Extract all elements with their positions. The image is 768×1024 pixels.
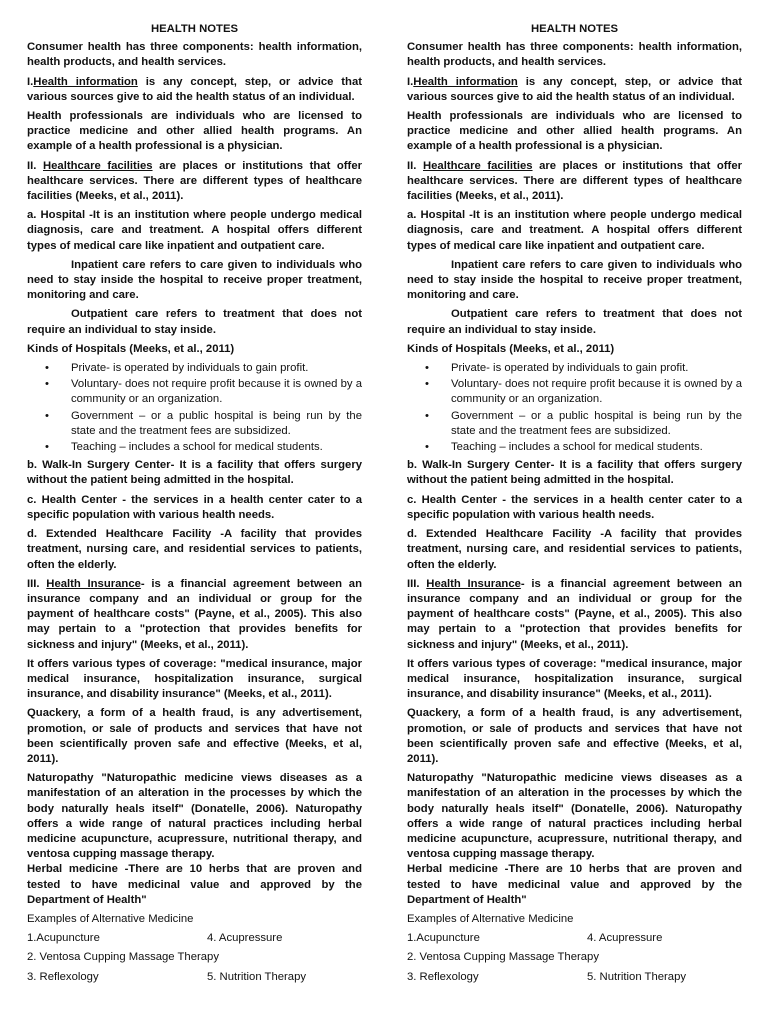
examples-row: [27, 931, 362, 946]
healthcare-facilities-term: Healthcare facilities: [42, 159, 153, 172]
bullet-icon: •: [425, 378, 429, 391]
section-number: III.: [27, 577, 47, 590]
examples-row: [407, 950, 742, 965]
bullet-icon: •: [45, 441, 49, 454]
extended-healthcare-paragraph: d. Extended Healthcare Facility -A facility that provides treatment, nursing care, and residential services to patients, often the elderly.: [27, 528, 362, 571]
hospital-paragraph: a. Hospital -It is an institution where people undergo medical diagnosis, care and treatment. A hospital offers different types of medical care like inpatient and outpatient care.: [27, 209, 362, 252]
quackery-paragraph: Quackery, a form of a health fraud, is any advertisement, promotion, or sale of products and services that have not been scientifically proven safe and effective (Meeks, et al, 2011).: [27, 707, 362, 765]
list-item: • Voluntary- does not require profit because it is owned by a community or an organization.: [45, 378, 362, 406]
example-item: 1.Acupuncture: [407, 932, 480, 945]
section-number: II.: [27, 159, 43, 172]
list-item: • Private- is operated by individuals to gain profit.: [71, 361, 362, 376]
herbal-medicine-paragraph: Herbal medicine -There are 10 herbs that are proven and tested to have medicinal value and approved by the Department of Health": [27, 863, 362, 906]
examples-heading: Examples of Alternative Medicine: [407, 912, 574, 925]
coverage-paragraph: It offers various types of coverage: "medical insurance, major medical insurance, hospitalization insurance, surgical insurance, and disability insurance" (Meeks, et al., 2011).: [407, 657, 742, 701]
list-item: • Teaching – includes a school for medical students.: [71, 440, 362, 455]
health-center-paragraph: c. Health Center - the services in a health center cater to a specific population with various health needs.: [27, 493, 362, 521]
notes-column-right: [407, 22, 742, 989]
kinds-of-hospitals-heading: Kinds of Hospitals (Meeks, et al., 2011): [27, 342, 235, 355]
example-item: 5. Nutrition Therapy: [587, 970, 687, 983]
section-number: I.: [27, 75, 34, 88]
health-information-paragraph: [27, 75, 362, 105]
inpatient-paragraph: Inpatient care refers to care given to individuals who need to stay inside the hospital to receive proper treatment, monitoring and care.: [407, 258, 742, 302]
health-information-paragraph: [407, 75, 742, 105]
hospital-kinds-list: [407, 361, 742, 455]
page-title: HEALTH NOTES: [530, 23, 619, 35]
list-item: • Government – or a public hospital is being run by the state and the treatment fees are subsidized.: [45, 409, 362, 437]
healthcare-facilities-paragraph: [407, 159, 742, 205]
bullet-icon: •: [45, 378, 49, 391]
health-center-paragraph: c. Health Center - the services in a health center cater to a specific population with various health needs.: [407, 493, 742, 521]
health-professionals-paragraph: Health professionals are individuals who are licensed to practice medicine and other allied health programs. An example of a health professional is a physician.: [407, 110, 742, 153]
examples-row: [407, 970, 742, 985]
health-information-definition: is any concept, step, or advice that various sources give to aid the health status of an individual.: [27, 75, 362, 103]
health-insurance-paragraph: [407, 577, 742, 653]
list-item: • Voluntary- does not require profit because it is owned by a community or an organization.: [425, 378, 742, 406]
example-item: 1.Acupuncture: [27, 932, 100, 945]
examples-row: [27, 950, 362, 965]
quackery-paragraph: Quackery, a form of a health fraud, is any advertisement, promotion, or sale of products and services that have not been scientifically proven safe and effective (Meeks, et al, 2011).: [407, 707, 742, 765]
outpatient-paragraph: Outpatient care refers to treatment that does not require an individual to stay inside.: [407, 308, 742, 336]
example-item: 4. Acupressure: [207, 932, 283, 945]
intro-paragraph: Consumer health has three components: health information, health products, and health services.: [27, 41, 362, 69]
section-number: I.: [407, 75, 414, 88]
example-item: 3. Reflexology: [407, 970, 479, 983]
herbal-medicine-paragraph: Herbal medicine -There are 10 herbs that are proven and tested to have medicinal value and approved by the Department of Health": [407, 863, 742, 906]
bullet-icon: •: [45, 362, 49, 375]
coverage-paragraph: It offers various types of coverage: "medical insurance, major medical insurance, hospitalization insurance, surgical insurance, and disability insurance" (Meeks, et al., 2011).: [27, 657, 362, 701]
bullet-icon: •: [425, 409, 429, 422]
health-information-term: Health information: [413, 75, 518, 88]
section-number: III.: [407, 577, 427, 590]
examples-row: [27, 970, 362, 985]
bullet-icon: •: [425, 441, 429, 454]
naturopathy-paragraph: Naturopathy "Naturopathic medicine views diseases as a manifestation of an alteration in the processes by which the body naturally heals itself" (Donatelle, 2006). Naturopathy offers a wide range of natural practices including herbal medicine acupuncture, acupressure, nutritional therapy, and ventosa cupping massage therapy.: [27, 772, 362, 861]
hospital-kinds-list: [27, 361, 362, 455]
example-item: 3. Reflexology: [27, 970, 99, 983]
health-insurance-term: Health Insurance: [426, 577, 521, 590]
notes-column-left: [27, 22, 362, 989]
examples-row: [407, 931, 742, 946]
inpatient-paragraph: Inpatient care refers to care given to individuals who need to stay inside the hospital to receive proper treatment, monitoring and care.: [27, 258, 362, 302]
example-item: 2. Ventosa Cupping Massage Therapy: [407, 951, 599, 964]
health-information-term: Health information: [33, 75, 138, 88]
extended-healthcare-paragraph: d. Extended Healthcare Facility -A facility that provides treatment, nursing care, and residential services to patients, often the elderly.: [407, 528, 742, 571]
example-item: 2. Ventosa Cupping Massage Therapy: [27, 951, 219, 964]
health-insurance-paragraph: [27, 577, 362, 653]
healthcare-facilities-definition: are places or institutions that offer healthcare services. There are different types of healthcare facilities (Meeks, et al., 2011).: [407, 159, 742, 203]
example-item: 4. Acupressure: [587, 932, 663, 945]
naturopathy-paragraph: Naturopathy "Naturopathic medicine views diseases as a manifestation of an alteration in the processes by which the body naturally heals itself" (Donatelle, 2006). Naturopathy offers a wide range of natural practices including herbal medicine acupuncture, acupressure, nutritional therapy, and ventosa cupping massage therapy.: [407, 772, 742, 861]
page-title: HEALTH NOTES: [150, 23, 239, 35]
intro-paragraph: Consumer health has three components: health information, health products, and health services.: [407, 41, 742, 69]
examples-heading: Examples of Alternative Medicine: [27, 912, 194, 925]
bullet-icon: •: [425, 362, 429, 375]
list-item: • Government – or a public hospital is being run by the state and the treatment fees are subsidized.: [425, 409, 742, 437]
hospital-paragraph: a. Hospital -It is an institution where people undergo medical diagnosis, care and treatment. A hospital offers different types of medical care like inpatient and outpatient care.: [407, 209, 742, 252]
example-item: 5. Nutrition Therapy: [207, 970, 307, 983]
health-insurance-term: Health Insurance: [46, 577, 141, 590]
list-item: • Teaching – includes a school for medical students.: [451, 440, 742, 455]
healthcare-facilities-term: Healthcare facilities: [422, 159, 533, 172]
healthcare-facilities-definition: are places or institutions that offer healthcare services. There are different types of healthcare facilities (Meeks, et al., 2011).: [27, 159, 362, 203]
health-insurance-definition: - is a financial agreement between an insurance company and an individual or group for the payment of healthcare costs" (Payne, et al., 2005). This also may pertain to a "protection that provides benefits for sickness and injury" (Meeks, et al., 2011).: [407, 577, 742, 651]
healthcare-facilities-paragraph: [27, 159, 362, 205]
health-insurance-definition: - is a financial agreement between an insurance company and an individual or group for the payment of healthcare costs" (Payne, et al., 2005). This also may pertain to a "protection that provides benefits for sickness and injury" (Meeks, et al., 2011).: [27, 577, 362, 651]
walk-in-surgery-paragraph: b. Walk-In Surgery Center- It is a facility that offers surgery without the patient being admitted in the hospital.: [27, 459, 362, 487]
kinds-of-hospitals-heading: Kinds of Hospitals (Meeks, et al., 2011): [407, 342, 615, 355]
bullet-icon: •: [45, 409, 49, 422]
outpatient-paragraph: Outpatient care refers to treatment that does not require an individual to stay inside.: [27, 308, 362, 336]
section-number: II.: [407, 159, 423, 172]
walk-in-surgery-paragraph: b. Walk-In Surgery Center- It is a facility that offers surgery without the patient being admitted in the hospital.: [407, 459, 742, 487]
health-information-definition: is any concept, step, or advice that various sources give to aid the health status of an individual.: [407, 75, 742, 103]
list-item: • Private- is operated by individuals to gain profit.: [451, 361, 742, 376]
health-professionals-paragraph: Health professionals are individuals who are licensed to practice medicine and other allied health programs. An example of a health professional is a physician.: [27, 110, 362, 153]
